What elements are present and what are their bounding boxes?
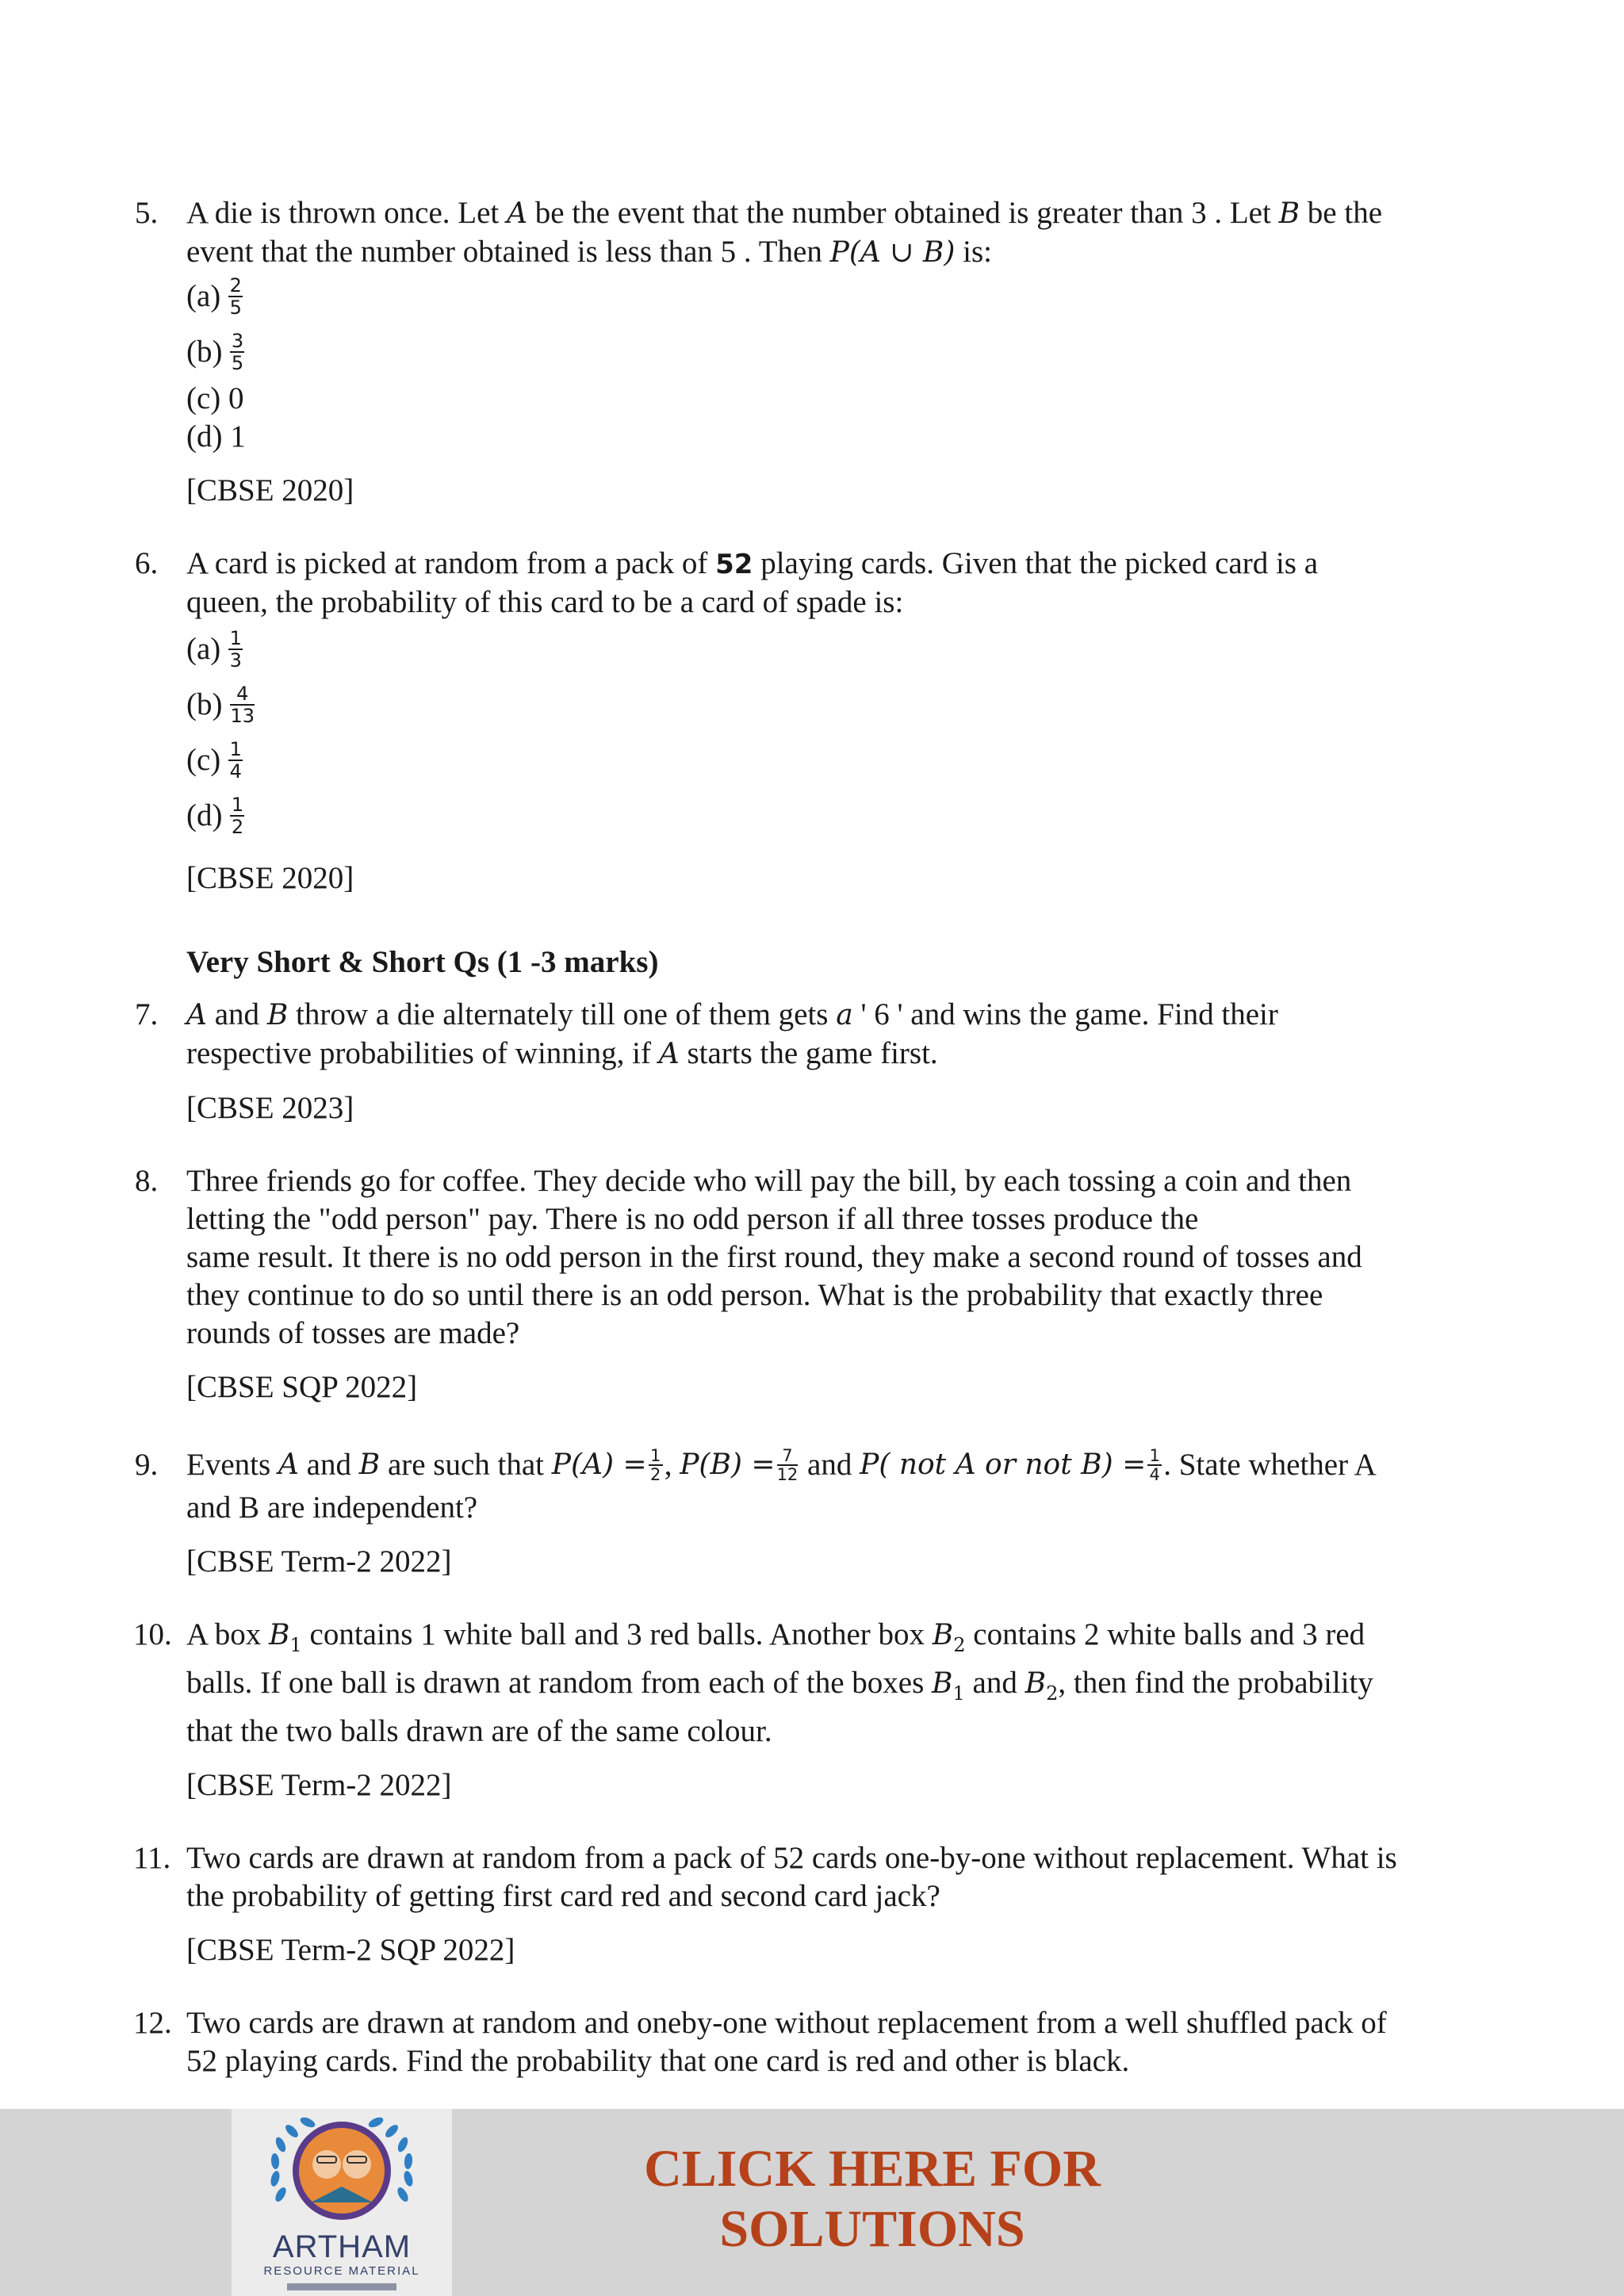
denominator: 4 xyxy=(229,760,242,783)
logo-name: ARTHAM xyxy=(272,2229,412,2264)
text-run: and xyxy=(207,997,267,1031)
text-run: that the two balls drawn are of the same colour. xyxy=(186,1713,772,1748)
math-var: B xyxy=(932,1619,954,1651)
math-expression: P(A) = xyxy=(551,1448,647,1481)
fraction xyxy=(649,1447,663,1483)
text-run: is: xyxy=(955,235,993,269)
source-tag: [CBSE Term-2 SQP 2022] xyxy=(186,1932,515,1967)
question-10 xyxy=(135,1616,1499,1804)
options xyxy=(186,622,1499,844)
cta-line-1: CLICK HERE FOR xyxy=(644,2140,1101,2198)
math-expression: P(B) = xyxy=(680,1448,776,1481)
math-expression: P( not A or not B) = xyxy=(860,1448,1147,1481)
option-label: (c) 0 xyxy=(186,381,244,415)
math-var: B xyxy=(266,999,289,1031)
text-run: A card is picked at random from a pack of xyxy=(186,546,716,580)
numerator: 1 xyxy=(650,1446,661,1465)
section-heading: Very Short & Short Qs (1 -3 marks) xyxy=(186,945,659,979)
math-var: B xyxy=(1278,197,1300,230)
question-text xyxy=(186,194,1499,272)
text-run: . State whether A xyxy=(1163,1448,1377,1482)
option-a xyxy=(186,622,1499,677)
solutions-link[interactable] xyxy=(603,2139,1142,2260)
text-run: playing cards. Given that the picked card is a xyxy=(753,546,1319,580)
numerator: 1 xyxy=(229,738,242,760)
math-expression: P(A ∪ B) xyxy=(829,236,956,269)
denominator: 5 xyxy=(231,352,244,374)
option-label: (a) xyxy=(186,279,221,313)
fraction xyxy=(228,628,243,671)
question-text xyxy=(186,1616,1499,1751)
option-a xyxy=(186,269,1499,324)
text-run: are such that xyxy=(380,1448,552,1482)
question-number: 8. xyxy=(135,1164,159,1198)
question-number: 7. xyxy=(135,997,159,1031)
footer-banner xyxy=(0,2109,1624,2296)
option-label: (c) xyxy=(186,743,221,777)
text-line: same result. It there is no odd person in the first round, they make a second round of tosses and xyxy=(186,1240,1362,1274)
math-var: A xyxy=(507,197,527,230)
source-tag: [CBSE 2020] xyxy=(186,473,354,507)
fraction xyxy=(228,275,243,318)
text-run: Events xyxy=(186,1448,278,1482)
option-b xyxy=(186,324,1499,380)
text-line: rounds of tosses are made? xyxy=(186,1316,520,1350)
source-tag: [CBSE SQP 2022] xyxy=(186,1370,418,1404)
question-number: 12. xyxy=(133,2005,172,2040)
text-run: be the xyxy=(1300,196,1383,230)
question-text xyxy=(186,1839,1499,1915)
question-11 xyxy=(135,1839,1499,1969)
source-tag: [CBSE Term-2 2022] xyxy=(186,1767,452,1802)
option-d xyxy=(186,418,1499,456)
numerator: 7 xyxy=(782,1446,793,1465)
question-text xyxy=(186,996,1499,1073)
text-run: A die is thrown once. Let xyxy=(186,196,507,230)
math-number: 52 xyxy=(715,549,753,580)
text-run: , then find the probability xyxy=(1058,1665,1373,1700)
text-run: and xyxy=(298,1448,359,1482)
laurel-logo-icon xyxy=(232,2109,452,2236)
denominator: 5 xyxy=(229,297,242,319)
text-run: queen, the probability of this card to be a card of spade is: xyxy=(186,585,904,619)
math-var: B xyxy=(269,1619,290,1651)
denominator: 3 xyxy=(229,649,242,672)
option-label: (d) 1 xyxy=(186,419,246,453)
option-d xyxy=(186,788,1499,844)
denominator: 2 xyxy=(231,816,244,838)
text-run: and xyxy=(964,1665,1025,1700)
math-subscript: 1 xyxy=(952,1682,965,1705)
option-label: (d) xyxy=(186,798,223,832)
numerator: 2 xyxy=(229,274,242,297)
fraction xyxy=(230,683,255,726)
question-number: 9. xyxy=(135,1448,159,1482)
question-list xyxy=(135,194,1499,2080)
denominator: 4 xyxy=(1149,1465,1160,1484)
fraction xyxy=(1147,1447,1162,1483)
logo-subtitle: RESOURCE MATERIAL xyxy=(263,2264,420,2278)
text-run: event that the number obtained is less than 5 . Then xyxy=(186,235,830,269)
text-run: balls. If one ball is drawn at random from each of the boxes xyxy=(186,1665,933,1700)
fraction xyxy=(228,739,243,782)
math-subscript: 2 xyxy=(953,1633,966,1656)
denominator: 13 xyxy=(230,705,255,727)
question-6 xyxy=(135,545,1499,897)
question-number: 5. xyxy=(135,196,159,230)
numerator: 1 xyxy=(1149,1446,1160,1465)
artham-logo xyxy=(232,2109,452,2296)
question-text xyxy=(186,545,1499,622)
denominator: 12 xyxy=(776,1465,799,1484)
text-run: , xyxy=(664,1448,680,1482)
numerator: 3 xyxy=(231,330,244,352)
option-c xyxy=(186,380,1499,418)
question-12 xyxy=(135,2004,1499,2080)
option-label: (b) xyxy=(186,335,223,369)
math-var: A xyxy=(186,999,207,1031)
text-line: Two cards are drawn at random from a pack of 52 cards one-by-one without replacement. What is xyxy=(186,1840,1397,1875)
option-label: (a) xyxy=(186,632,221,666)
text-line: letting the "odd person" pay. There is no odd person if all three tosses produce the xyxy=(186,1202,1199,1236)
text-run: contains 2 white balls and 3 red xyxy=(965,1617,1365,1651)
question-number: 10. xyxy=(133,1617,172,1651)
math-var: A xyxy=(278,1448,299,1481)
text-run: starts the game first. xyxy=(679,1036,938,1070)
text-run: throw a die alternately till one of them gets xyxy=(288,997,837,1031)
question-number: 11. xyxy=(133,1840,171,1875)
numerator: 4 xyxy=(236,683,249,705)
text-line: they continue to do so until there is an odd person. What is the probability that exactly three xyxy=(186,1278,1323,1312)
math-subscript: 2 xyxy=(1046,1682,1059,1705)
fraction xyxy=(230,794,244,837)
text-line: the probability of getting first card red and second card jack? xyxy=(186,1878,940,1913)
denominator: 2 xyxy=(650,1465,661,1484)
math-var: B xyxy=(932,1667,953,1700)
text-run: respective probabilities of winning, if xyxy=(186,1036,659,1070)
math-var: A xyxy=(658,1038,680,1070)
question-text xyxy=(186,1162,1499,1353)
fraction xyxy=(777,1447,799,1483)
options xyxy=(186,269,1499,456)
fraction xyxy=(230,331,244,373)
text-line: 52 playing cards. Find the probability that one card is red and other is black. xyxy=(186,2043,1130,2078)
text-line: Three friends go for coffee. They decide who will pay the bill, by each tossing a coin and then xyxy=(186,1164,1352,1198)
question-5 xyxy=(135,194,1499,510)
text-run: ' 6 ' and wins the game. Find their xyxy=(852,997,1278,1031)
text-run: A box xyxy=(186,1617,270,1651)
question-text xyxy=(186,2004,1499,2080)
source-tag: [CBSE Term-2 2022] xyxy=(186,1544,452,1578)
option-c xyxy=(186,733,1499,788)
question-number: 6. xyxy=(135,546,159,580)
question-7 xyxy=(135,996,1499,1127)
text-line: and B are independent? xyxy=(186,1490,478,1525)
text-run: and xyxy=(799,1448,860,1482)
cta-line-2: SOLUTIONS xyxy=(719,2200,1025,2258)
source-tag: [CBSE 2020] xyxy=(186,861,354,895)
question-8 xyxy=(135,1162,1499,1406)
option-b xyxy=(186,677,1499,733)
numerator: 1 xyxy=(231,794,244,816)
math-var: B xyxy=(1025,1667,1047,1700)
numerator: 1 xyxy=(229,627,242,649)
math-var: B xyxy=(358,1448,381,1481)
math-var: a xyxy=(836,999,853,1031)
question-text xyxy=(186,1441,1499,1527)
math-subscript: 1 xyxy=(289,1633,302,1656)
question-9 xyxy=(135,1441,1499,1581)
text-line: Two cards are drawn at random and oneby-one without replacement from a well shuffled pack of xyxy=(186,2005,1387,2040)
text-run: be the event that the number obtained is greater than 3 . Let xyxy=(527,196,1279,230)
logo-strip xyxy=(287,2283,396,2290)
source-tag: [CBSE 2023] xyxy=(186,1091,354,1125)
text-run: contains 1 white ball and 3 red balls. Another box xyxy=(301,1617,933,1651)
option-label: (b) xyxy=(186,687,223,721)
